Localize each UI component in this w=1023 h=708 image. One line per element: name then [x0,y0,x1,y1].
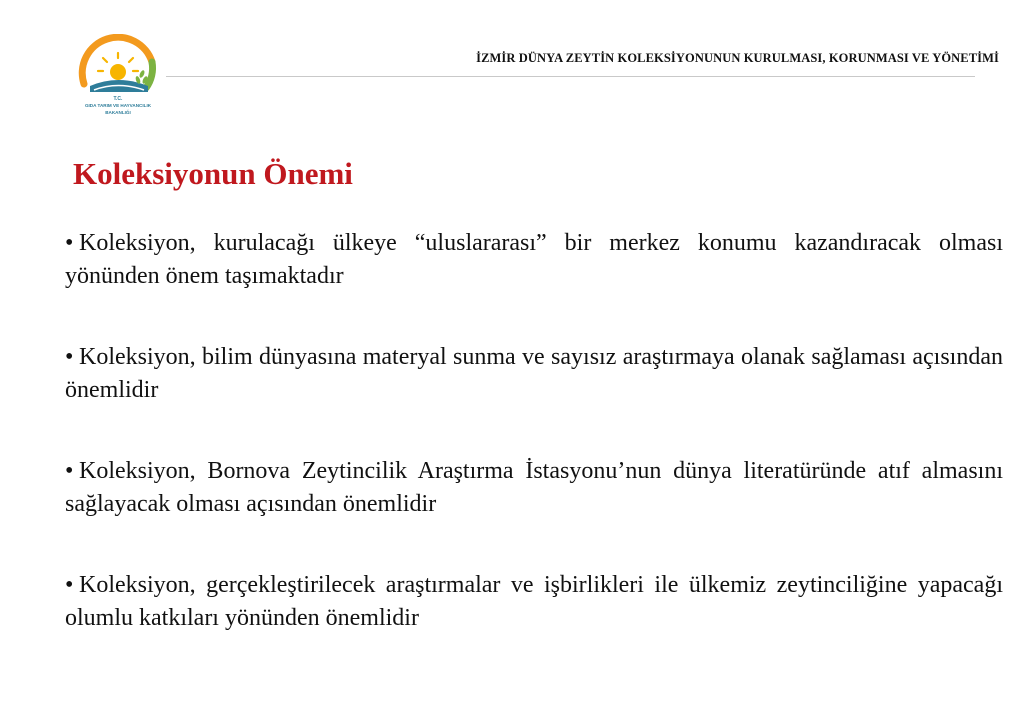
bullet-dot-icon: • [65,458,74,484]
bullet-text: Koleksiyon, gerçekleştirilecek araştırmalar ve işbirlikleri ile ülkemiz zeytinciliğine yapacağı olumlu katkıları yönünden önemlidir [65,572,1003,631]
bullet-text: Koleksiyon, kurulacağı ülkeye “uluslararası” bir merkez konumu kazandıracak olması yönünden önem taşımaktadır [65,230,1003,289]
header-divider [166,76,975,77]
sun-emblem-icon [72,34,164,96]
bullet-dot-icon: • [65,230,74,256]
bullet-item [65,341,1003,407]
bullet-item [65,227,1003,293]
header-title: İZMİR DÜNYA ZEYTİN KOLEKSİYONUNUN KURULMASI, KORUNMASI VE YÖNETİMİ [476,51,999,65]
section-title: Koleksiyonun Önemi [73,156,353,191]
logo-text-ministry: GIDA TARIM VE HAYVANCILIK [84,103,152,108]
bullet-item [65,569,1003,635]
bullet-text: Koleksiyon, Bornova Zeytincilik Araştırma İstasyonu’nun dünya literatüründe atıf almasını sağlayacak olması açısından önemlidir [65,458,1003,517]
bullet-dot-icon: • [65,344,74,370]
logo-text-bakanlik: BAKANLIĞI [105,110,131,115]
bullet-dot-icon: • [65,572,74,598]
bullet-text: Koleksiyon, bilim dünyasına materyal sunma ve sayısız araştırmaya olanak sağlaması açısından önemlidir [65,344,1003,403]
logo-text-tc: T.C. [113,96,123,102]
bullet-item [65,455,1003,521]
bullet-list [65,227,1003,635]
ministry-logo [72,34,164,120]
